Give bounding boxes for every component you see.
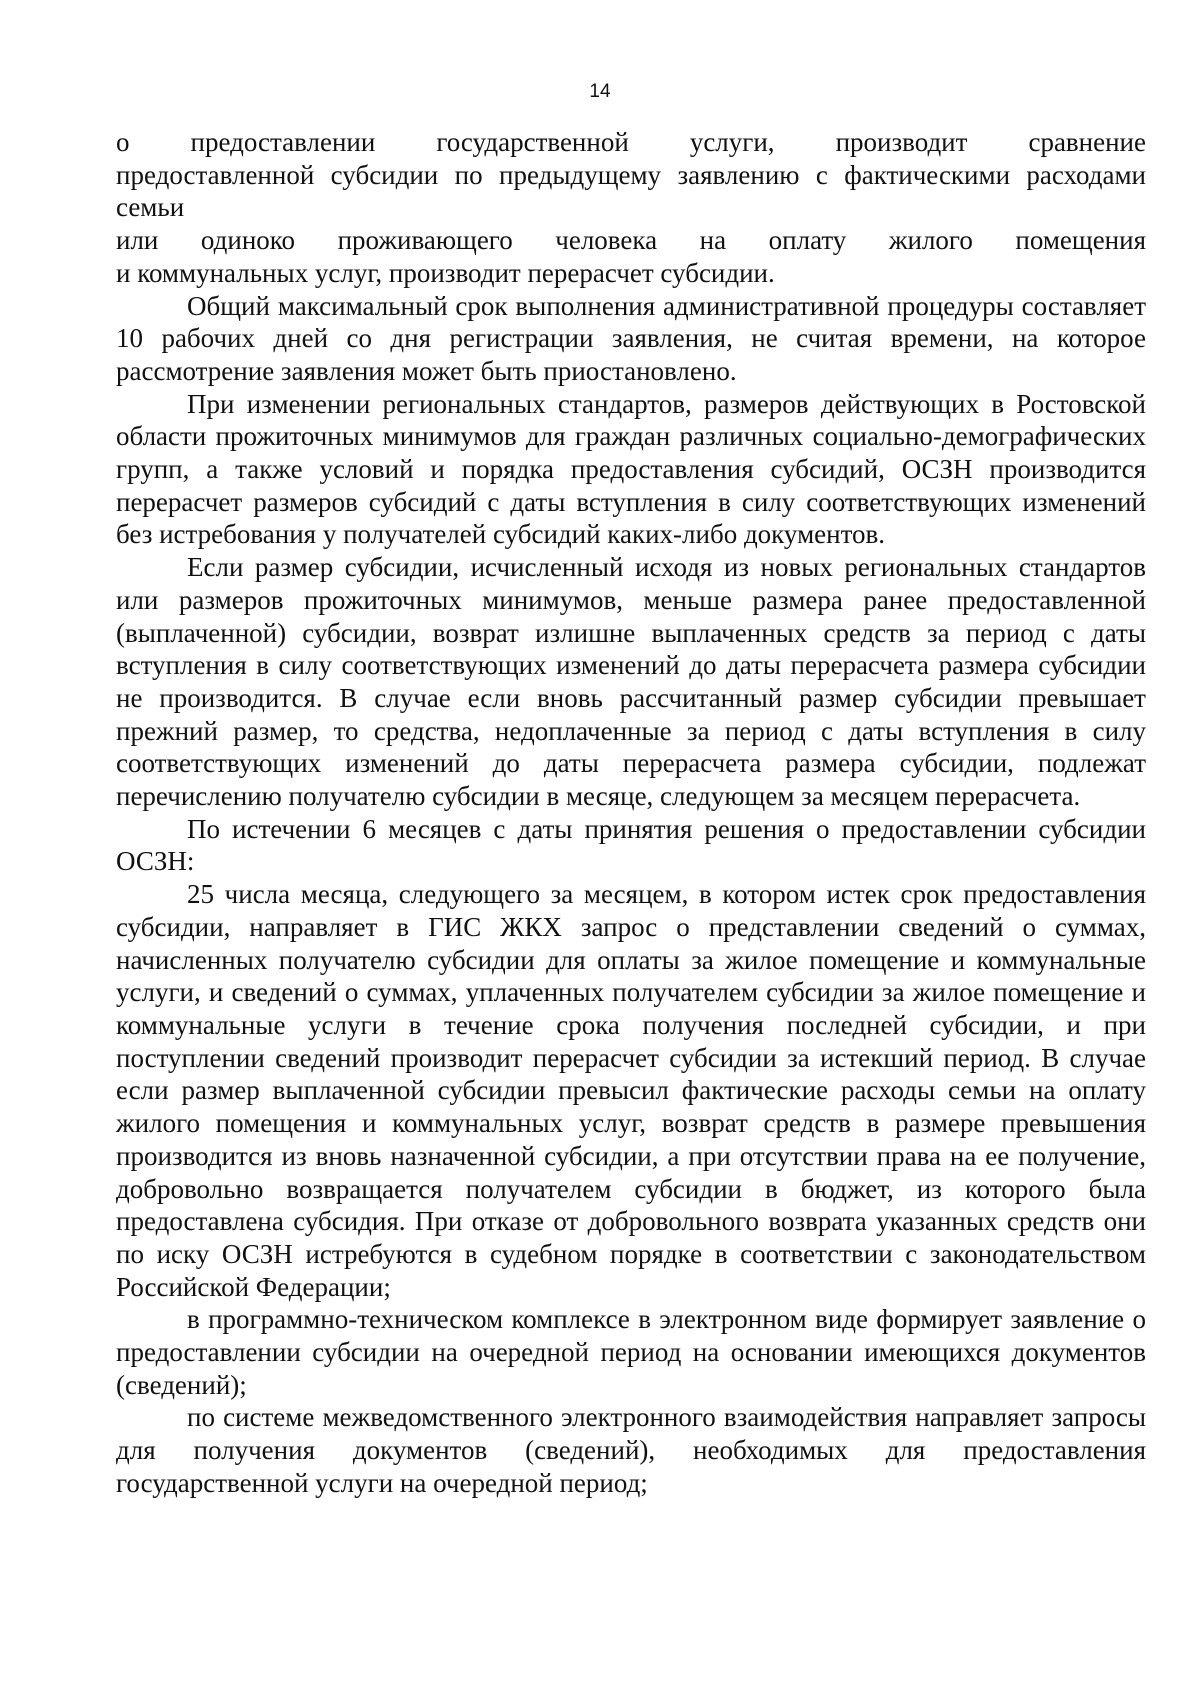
text-line: или одиноко проживающего человека на оплату жилого помещения	[116, 225, 1146, 256]
paragraph-six-months: По истечении 6 месяцев с даты принятия решения о предоставлении субсидии ОСЗН:	[116, 813, 1146, 877]
paragraph-max-term: Общий максимальный срок выполнения административной процедуры составляет 10 рабочих дней со дня регистрации заявления, не считая времени, на которое рассмотрение заявления может быть приостановлено.	[116, 290, 1146, 386]
paragraph-standards-change: При изменении региональных стандартов, размеров действующих в Ростовской области прожиточных минимумов для граждан различных социально-демографических групп, а также условий и порядка предоставления субсидий, ОСЗН производится перерасчет размеров субсидий с даты вступления в силу соответствующих изменений без истребования у получателей субсидий каких-либо документов.	[116, 388, 1146, 550]
paragraph-interagency-request: по системе межведомственного электронного взаимодействия направляет запросы для получения документов (сведений), необходимых для предоставления государственной услуги на очередной период;	[116, 1402, 1146, 1498]
text-line: предоставленной субсидии по предыдущему заявлению с фактическими расходами	[116, 159, 1146, 190]
text-line: семьи	[116, 192, 185, 223]
page-number: 14	[589, 81, 611, 102]
paragraph-electronic-form: в программно-техническом комплексе в электронном виде формирует заявление о предоставлении субсидии на очередной период на основании имеющихся документов (сведений);	[116, 1304, 1146, 1400]
paragraph-continuation-2	[116, 224, 1146, 289]
text-line: и коммунальных услуг, производит перерасчет субсидии.	[116, 257, 775, 288]
paragraph-gis-request: 25 числа месяца, следующего за месяцем, в котором истек срок предоставления субсидии, направляет в ГИС ЖКХ запрос о представлении сведений о суммах, начисленных получателю субсидии для оплаты за жилое помещение и коммунальные услуги, и сведений о суммах, уплаченных получателем субсидии за жилое помещение и коммунальные услуги в течение срока получения последней субсидии, и при поступлении сведений производит перерасчет субсидии за истекший период. В случае если размер выплаченной субсидии превысил фактические расходы семьи на оплату жилого помещения и коммунальных услуг, возврат средств в размере превышения производится из вновь назначенной субсидии, а при отсутствии права на ее получение, добровольно возвращается получателем субсидии в бюджет, из которого была предоставлена субсидия. При отказе от добровольного возврата указанных средств они по иску ОСЗН истребуются в судебном порядке в соответствии с законодательством Российской Федерации;	[116, 879, 1146, 1302]
document-body	[116, 126, 1146, 1500]
paragraph-subsidy-size: Если размер субсидии, исчисленный исходя из новых региональных стандартов или размеров прожиточных минимумов, меньше размера ранее предоставленной (выплаченной) субсидии, возврат излишне выплаченных средств за период с даты вступления в силу соответствующих изменений до даты перерасчета размера субсидии не производится. В случае если вновь рассчитанный размер субсидии превышает прежний размер, то средства, недоплаченные за период с даты вступления в силу соответствующих изменений до даты перерасчета размера субсидии, подлежат перечислению получателю субсидии в месяце, следующем за месяцем перерасчета.	[116, 552, 1146, 812]
text-line: о предоставлении государственной услуги, производит сравнение	[116, 127, 1146, 157]
paragraph-continuation	[116, 126, 1146, 224]
